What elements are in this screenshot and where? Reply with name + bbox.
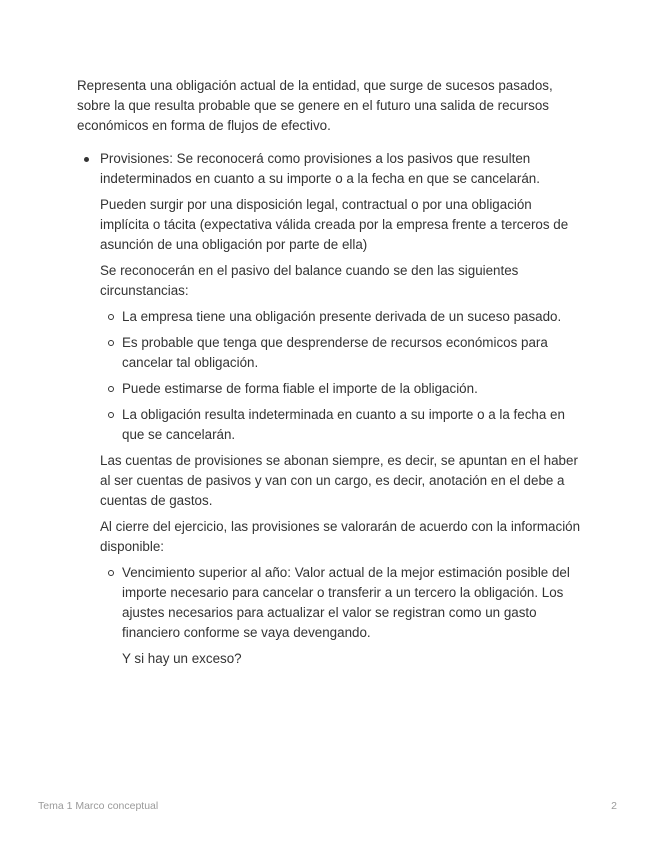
- circumstances-list: [100, 307, 582, 445]
- main-bullet-list: [77, 149, 582, 669]
- bullet-circle-icon: [108, 340, 114, 346]
- bullet-circle-icon: [108, 314, 114, 320]
- circumstance-text: La empresa tiene una obligación presente derivada de un suceso pasado.: [122, 309, 562, 324]
- bullet-circle-icon: [108, 412, 114, 418]
- provisiones-paragraph-origin: Pueden surgir por una disposición legal, contractual o por una obligación implícita o tácita (expectativa válida creada por la empresa frente a terceros de asunción de una obligación por parte de ella): [100, 197, 569, 252]
- circumstance-text: Es probable que tenga que desprenderse de recursos económicos para cancelar tal obligación.: [122, 335, 548, 370]
- circumstance-text: Puede estimarse de forma fiable el importe de la obligación.: [122, 381, 478, 396]
- bullet-circle-icon: [108, 570, 114, 576]
- valuation-list: [100, 563, 582, 669]
- list-item: [100, 333, 582, 373]
- provisiones-paragraph-valuation: Al cierre del ejercicio, las provisiones se valorarán de acuerdo con la información disponible:: [100, 519, 581, 554]
- bullet-disc-icon: [84, 157, 89, 162]
- provisiones-paragraph-recognition: Se reconocerán en el pasivo del balance cuando se den las siguientes circunstancias:: [100, 263, 519, 298]
- list-item: [100, 405, 582, 445]
- footer-chapter-title: Tema 1 Marco conceptual: [38, 800, 159, 812]
- bullet-circle-icon: [108, 386, 114, 392]
- valuation-extra-question: Y si hay un exceso?: [122, 651, 242, 666]
- intro-paragraph: Representa una obligación actual de la entidad, que surge de sucesos pasados, sobre la que resulta probable que se genere en el futuro una salida de recursos económicos en forma de flujos de efectivo.: [77, 78, 553, 133]
- circumstance-text: La obligación resulta indeterminada en cuanto a su importe o a la fecha en que se cancelarán.: [122, 407, 565, 442]
- footer-page-number: 2: [611, 800, 617, 812]
- list-item: [100, 379, 582, 399]
- valuation-text: Vencimiento superior al año: Valor actual de la mejor estimación posible del importe necesario para cancelar o transferir a un tercero la obligación. Los ajustes necesarios para actualizar el valor se registran como un gasto financiero conforme se vaya devengando.: [122, 565, 570, 640]
- list-item: [100, 307, 582, 327]
- document-body: [77, 76, 582, 675]
- provisiones-paragraph-accounts: Las cuentas de provisiones se abonan siempre, es decir, se apuntan en el haber al ser cuentas de pasivos y van con un cargo, es decir, anotación en el debe a cuentas de gastos.: [100, 453, 578, 508]
- list-item-provisiones: [77, 149, 582, 669]
- list-item: [100, 563, 582, 669]
- provisiones-lead: Provisiones: Se reconocerá como provisiones a los pasivos que resulten indeterminados en cuanto a su importe o a la fecha en que se cancelarán.: [100, 151, 540, 186]
